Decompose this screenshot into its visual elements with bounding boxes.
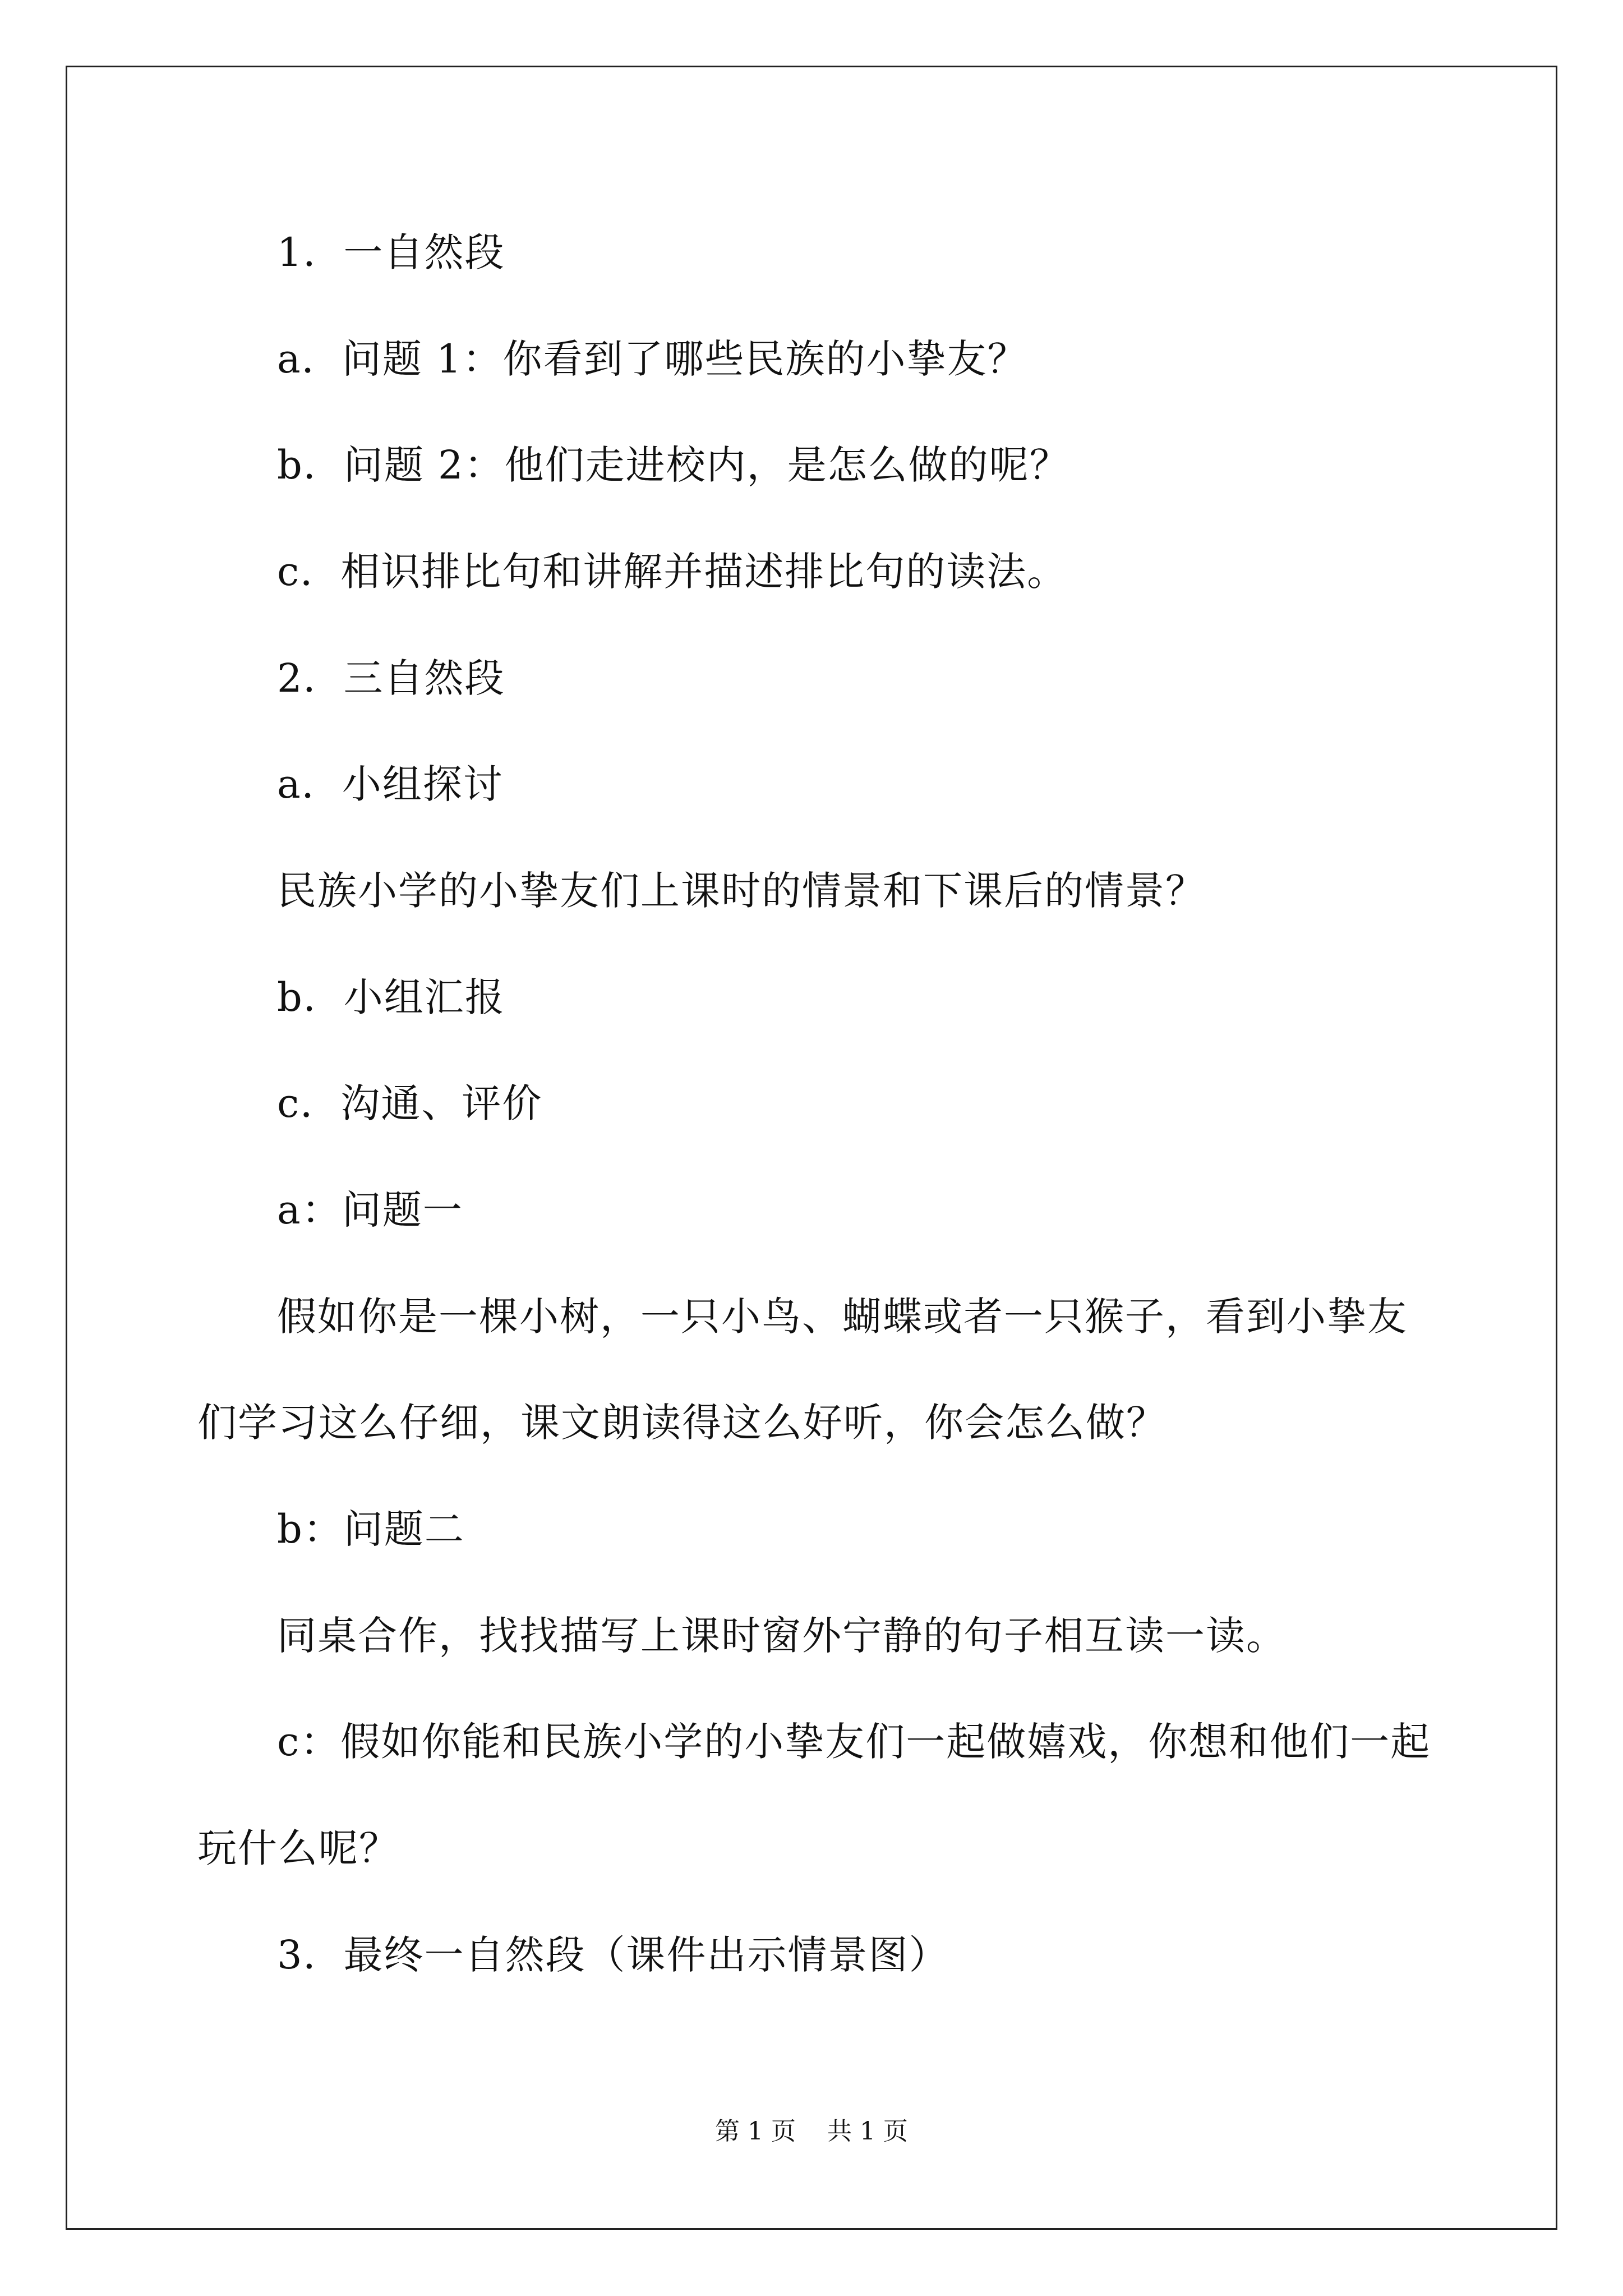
item-a-group-discussion: a．小组探讨: [277, 761, 504, 807]
section-heading-3: 3．最终一自然段（课件出示情景图）: [277, 1932, 949, 1978]
section-heading-2: 2．三自然段: [277, 655, 505, 701]
item-c: c．相识排比句和讲解并描述排比句的读法。: [277, 549, 1068, 595]
question-a: a．问题 1：你看到了哪些民族的小挚友？: [277, 336, 1028, 382]
paragraph-text: 们学习这么仔细，课文朗读得这么好听，你会怎么做？: [197, 1400, 1166, 1446]
paragraph-text: 假如你是一棵小树，一只小鸟、蝴蝶或者一只猴子，看到小挚友: [277, 1294, 1408, 1340]
page-number-footer: 第 1 页 共 1 页: [715, 2117, 908, 2146]
question-one-label: a：问题一: [277, 1187, 463, 1233]
paragraph-text: c：假如你能和民族小学的小挚友们一起做嬉戏，你想和他们一起: [277, 1719, 1431, 1765]
question-two-label: b：问题二: [277, 1506, 465, 1552]
section-heading-1: 1．一自然段: [277, 229, 505, 275]
item-c-communicate: c．沟通、评价: [277, 1080, 543, 1126]
paragraph-text: 玩什么呢？: [197, 1825, 399, 1871]
page-border: [66, 66, 1557, 2230]
item-b-group-report: b．小组汇报: [277, 974, 505, 1020]
paragraph-text: 同桌合作，找找描写上课时窗外宁静的句子相互读一读。: [277, 1613, 1287, 1659]
question-b: b．问题 2：他们走进校内，是怎么做的呢？: [277, 442, 1070, 488]
paragraph-text: 民族小学的小挚友们上课时的情景和下课后的情景？: [277, 868, 1206, 914]
